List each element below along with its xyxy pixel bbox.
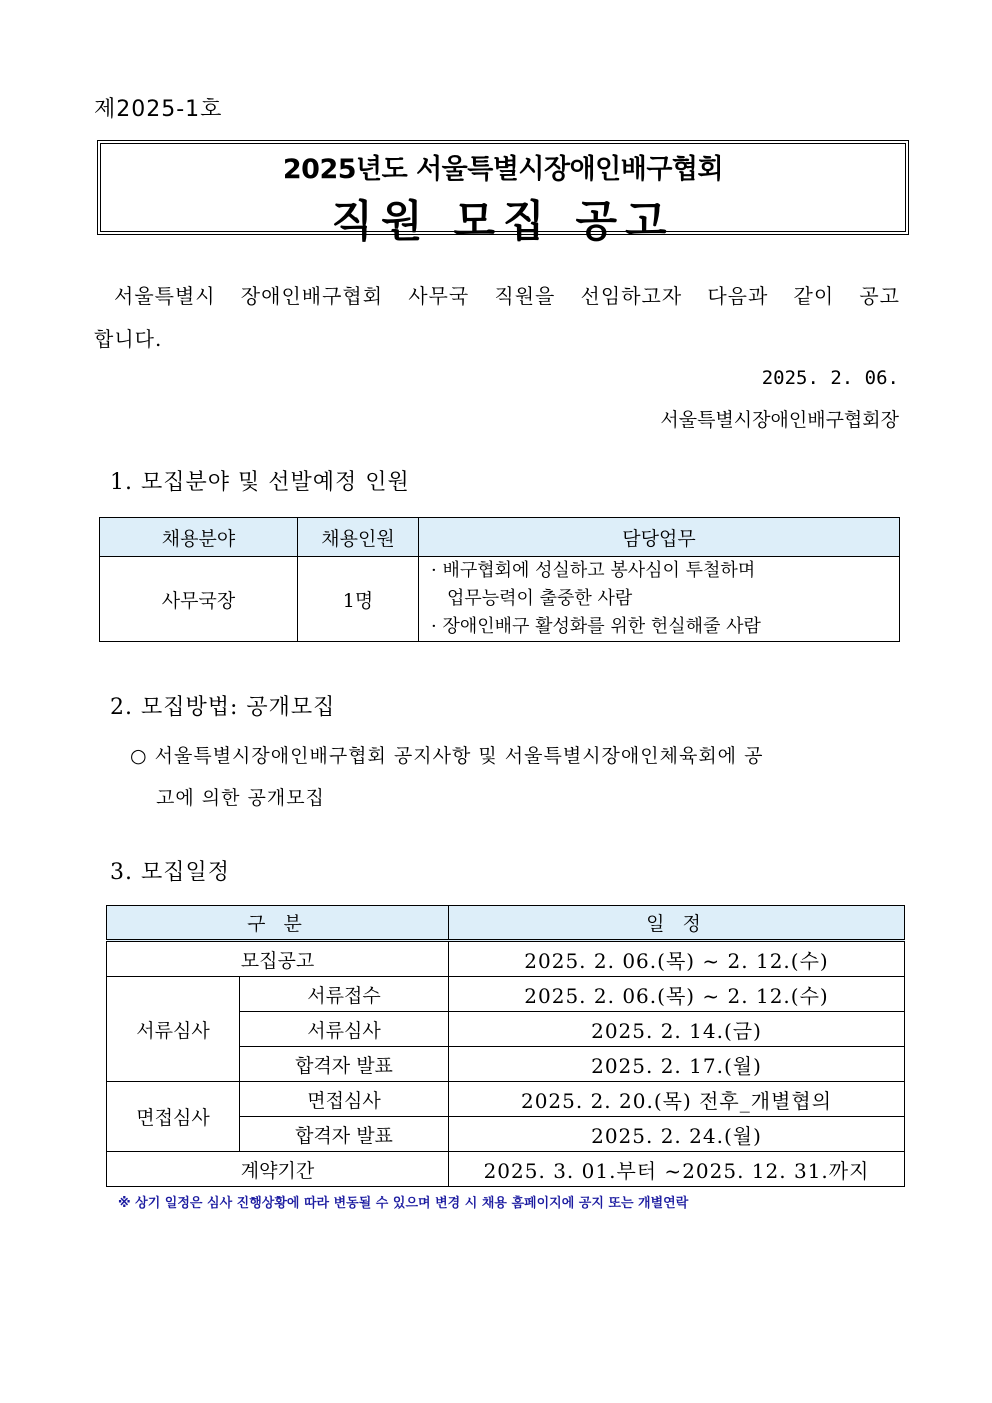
doc-review-date: 2025. 2. 14.(금) (449, 1012, 905, 1047)
method-text-2: 고에 의한 공개모집 (156, 787, 325, 809)
contract-label: 계약기간 (107, 1152, 449, 1187)
doc-receipt-date: 2025. 2. 06.(목) ~ 2. 12.(수) (449, 977, 905, 1012)
header-field: 채용분야 (100, 518, 298, 557)
recruit-label: 모집공고 (107, 941, 449, 977)
table-row (107, 977, 905, 1012)
table-row (107, 1152, 905, 1187)
schedule-table (106, 905, 905, 1187)
doc-review-group: 서류심사 (107, 977, 240, 1082)
final-pass-label: 합격자 발표 (240, 1117, 449, 1152)
signer: 서울특별시장애인배구협회장 (660, 409, 899, 431)
table-header-row (107, 906, 905, 941)
method-text-1: 서울특별시장애인배구협회 공지사항 및 서울특별시장애인체육회에 공 (154, 745, 764, 767)
section-3-heading: 3. 모집일정 (110, 860, 230, 885)
recruitment-field-table (99, 517, 900, 642)
section-1-heading: 1. 모집분야 및 선발예정 인원 (110, 470, 410, 495)
header-count: 채용인원 (298, 518, 419, 557)
recruit-date: 2025. 2. 06.(목) ~ 2. 12.(수) (449, 941, 905, 977)
doc-pass-label: 합격자 발표 (240, 1047, 449, 1082)
schedule-notice: ※ 상기 일정은 심사 진행상황에 따라 변동될 수 있으며 변경 시 채용 홈페이지에 공지 또는 개별연락 (118, 1196, 689, 1211)
intro-line-2: 합니다. (94, 327, 163, 351)
title-box (97, 140, 909, 247)
header-duties: 담당업무 (419, 518, 900, 557)
table-header-row (100, 518, 900, 557)
table-row (107, 941, 905, 977)
interview-date: 2025. 2. 20.(목) 전후_개별협의 (449, 1082, 905, 1117)
final-pass-date: 2025. 2. 24.(월) (449, 1117, 905, 1152)
duty-line-2: 업무능력이 출중한 사람 (447, 588, 633, 609)
doc-pass-date: 2025. 2. 17.(월) (449, 1047, 905, 1082)
table-row (107, 1082, 905, 1117)
header-schedule: 일 정 (449, 906, 905, 941)
announcement-date: 2025. 2. 06. (761, 367, 899, 389)
document-number: 제2025-1호 (94, 97, 223, 122)
circle-bullet-icon: ○ (130, 745, 148, 767)
header-category: 구 분 (107, 906, 449, 941)
title-line-2: 직원 모집 공고 (331, 197, 675, 247)
interview-label: 면접심사 (240, 1082, 449, 1117)
intro-line-1: 서울특별시 장애인배구협회 사무국 직원을 선임하고자 다음과 같이 공고 (114, 284, 900, 308)
method-description (130, 735, 898, 819)
table-row (100, 557, 900, 642)
interview-group: 면접심사 (107, 1082, 240, 1152)
duties-cell (419, 557, 900, 642)
duty-line-3: · 장애인배구 활성화를 위한 헌실해줄 사람 (431, 616, 761, 637)
field-cell: 사무국장 (100, 557, 298, 642)
method-line-1 (130, 735, 898, 777)
title-line-1: 2025년도 서울특별시장애인배구협회 (282, 154, 724, 185)
count-cell: 1명 (298, 557, 419, 642)
doc-review-label: 서류심사 (240, 1012, 449, 1047)
duty-line-1: · 배구협회에 성실하고 봉사심이 투철하며 (431, 560, 756, 581)
doc-receipt-label: 서류접수 (240, 977, 449, 1012)
section-2-heading: 2. 모집방법: 공개모집 (110, 695, 336, 720)
contract-date: 2025. 3. 01.부터 ~2025. 12. 31.까지 (449, 1152, 905, 1187)
